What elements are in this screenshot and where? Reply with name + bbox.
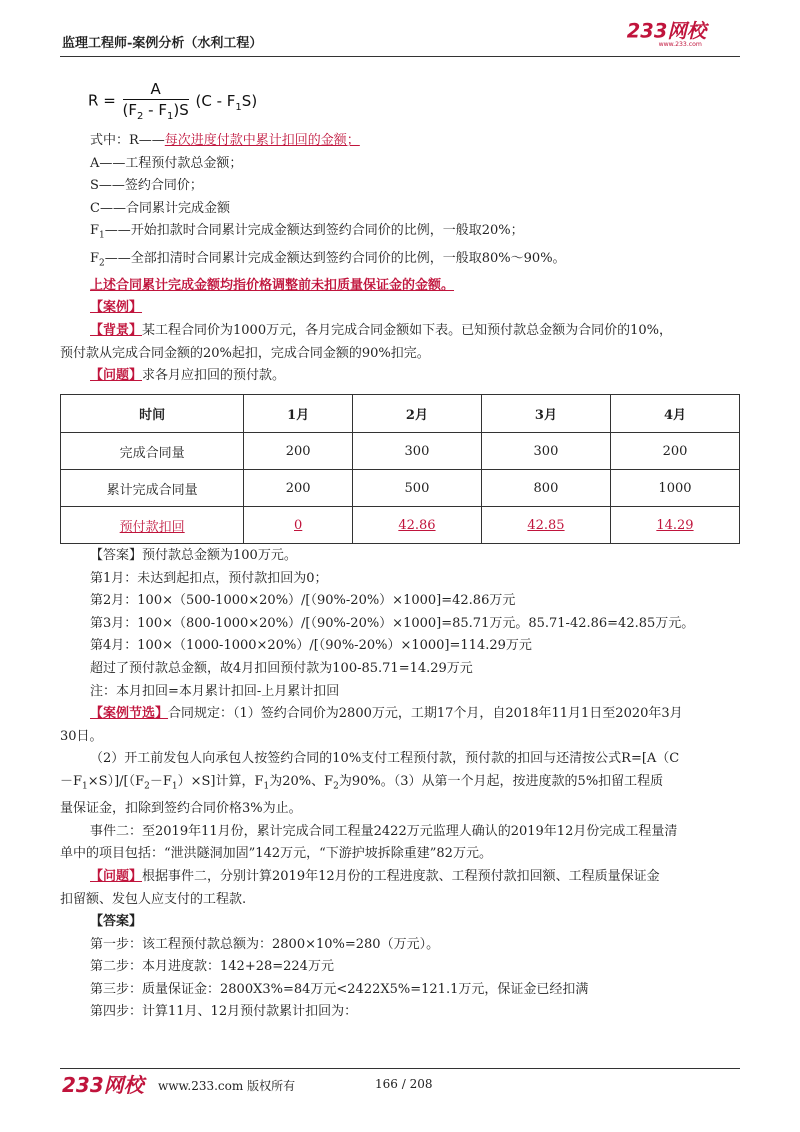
background-tag: 【背景】 — [90, 322, 143, 338]
footer-logo — [62, 1072, 152, 1098]
prepayment-table — [60, 394, 740, 544]
table-row: 累计完成合同量 200 500 800 1000 — [61, 470, 740, 507]
case-excerpt-tag: 【案例节选】 — [90, 706, 169, 722]
question-tag-2: 【问题】 — [90, 868, 143, 884]
header-cell: 4月 — [610, 395, 739, 433]
header-divider — [60, 56, 740, 57]
note-line: 上述合同累计完成金额均指价格调整前未扣质量保证金的金额。 — [90, 277, 455, 293]
footer-site: www.233.com 版权所有 — [158, 1079, 296, 1093]
header-cell: 2月 — [352, 395, 481, 433]
page-number: 166 / 208 — [375, 1077, 433, 1091]
svg-text:233网校: 233网校 — [62, 1073, 144, 1097]
header-cell: 时间 — [61, 395, 244, 433]
svg-text:233网校: 233网校 — [626, 19, 707, 43]
page-header-title: 监理工程师-案例分析（水利工程） — [62, 36, 263, 51]
header-cell: 3月 — [481, 395, 610, 433]
question-tag: 【问题】 — [90, 368, 143, 384]
table-header-row — [61, 395, 740, 433]
footer-divider — [60, 1068, 740, 1069]
r-definition: 每次进度付款中累计扣回的金额； — [164, 133, 360, 148]
answer-block-1: 【答案】预付款总金额为100万元。 第1月：未达到起扣点，预付款扣回为0； 第2月：100×（500-1000×20%）/[（90%-20%）×1000]=42.86万元 第3月：100×（800-1000×20%）/[（90%-20%）×1000]=85.71万元。85.71-42.86=42.85万元。 第4月：100×（1000-1000×20%）/[（90%-20%）×1000]=114.29万元 超过了预付款总金额，故4月扣回预付款为100-85.71=14.29万元 注：本月扣回=本月累计扣回-上月累计扣回 【案例节选】合同规定：（1）签约合同价为2800万元，工期17个月，自2018年11月1日至2020年3月 30日。 （2）开工前发包人向承包人按签约合同的10%支付工程预付款，预付款的扣回与还清按公式R=[A（C $-F_1\times S)]/[(F_2-F_1)\times S]$计算，$F_1$为20%、$F_2$为90%。（3）从第一个月起，按进度款的5%扣留工程质 量保证金，扣除到签约合同价格3%为止。 事件二：至2019年11月份，累计完成合同工程量2422万元监理人确认的2019年12月份完成工程量清 单中的项目包括：“泄洪隧洞加固”142万元，“下游护坡拆除重建”82万元。 【问题】根据事件二，分别计算2019年12月份的工程进度款、工程预付款扣回额、工程质量保证金 扣留额、发包人应支付的工程款. 【答案】 第一步：该工程预付款总额为：2800×10%=280（万元）。 第二步：本月进度款：142+28=224万元 第三步：质量保证金：2800X3%=84万元<2422X5%=121.1万元，保证金已经扣满 第四步：计算11月、12月预付款累计扣回为： — [60, 548, 695, 1020]
table-row: 完成合同量 200 300 300 200 — [61, 433, 740, 470]
header-cell: 1月 — [244, 395, 353, 433]
case-tag: 【案例】 — [90, 300, 143, 316]
formula: R = $\frac{A}{(F_2 - F_1)S}$ $(C - F_1S)$ — [88, 80, 258, 122]
brand-logo — [618, 18, 738, 48]
table-row: 预付款扣回 0 42.86 42.85 14.29 — [61, 507, 740, 544]
definitions-block: 式中：R——每次进度付款中累计扣回的金额； A——工程预付款总金额； S——签约合同价； C——合同累计完成金额 $F_1——$开始扣款时合同累计完成金额达到签约合同价的比例，一般取20%； $F_2——$全部扣清时合同累计完成金额达到签约合同价的比例，一般取80%～90%。 上述合同累计完成金额均指价格调整前未扣质量保证金的金额。 【案例】 【背景】某工程合同价为1000万元，各月完成合同金额如下表。已知预付款总金额为合同价的10%， 预付款从完成合同金额的20%起扣，完成合同金额的90%扣完。 【问题】求各月应扣回的预付款。 — [90, 130, 740, 388]
svg-text:www.233.com: www.233.com — [658, 41, 702, 48]
